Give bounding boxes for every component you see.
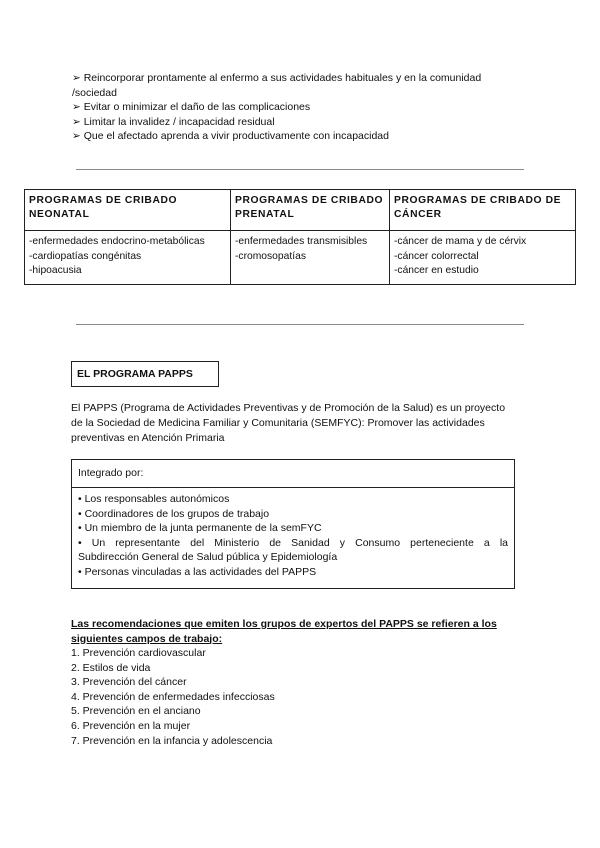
list-item: 7. Prevención en la infancia y adolescencia <box>71 734 273 747</box>
list-item: 6. Prevención en la mujer <box>71 719 191 732</box>
member-item: • Coordinadores de los grupos de trabajo <box>78 507 270 520</box>
members-heading: Integrado por: <box>72 460 514 488</box>
papps-members-box <box>71 459 515 589</box>
list-item: 2. Estilos de vida <box>71 661 151 674</box>
cell-line: -hipoacusia <box>29 265 82 276</box>
screening-programs-table <box>24 189 576 285</box>
list-item: 4. Prevención de enfermedades infecciosas <box>71 690 275 703</box>
list-item: 3. Prevención del cáncer <box>71 676 187 689</box>
member-item-continuation: Subdirección General de Salud pública y Epidemiología <box>78 551 338 564</box>
table-row <box>25 231 576 285</box>
list-item: 5. Prevención en el anciano <box>71 705 201 718</box>
cell-cancer <box>390 231 576 285</box>
cell-line: -cromosopatías <box>235 250 306 262</box>
header-neonatal: PROGRAMAS DE CRIBADO NEONATAL <box>25 190 231 231</box>
cell-neonatal <box>25 231 231 285</box>
papps-description: El PAPPS (Programa de Actividades Preventivas y de Promoción de la Salud) es un proyecto de la Sociedad de Medicina Familiar y Comunitaria (SEMFYC): Promover las actividades preventivas en Atención Primaria <box>71 402 506 444</box>
objective-item: ➢ Limitar la invalidez / incapacidad residual <box>72 115 275 128</box>
members-list <box>72 488 514 580</box>
objective-item: ➢ Reincorporar prontamente al enfermo a sus actividades habituales y en la comunidad <box>72 72 482 84</box>
member-item: • Los responsables autonómicos <box>78 493 230 505</box>
member-item: • Un miembro de la junta permanente de la semFYC <box>78 522 322 535</box>
cell-line: -enfermedades transmisibles <box>235 236 368 247</box>
divider-1 <box>76 169 524 170</box>
header-cancer: PROGRAMAS DE CRIBADO DE CÁNCER <box>390 190 576 231</box>
cell-line: -cardiopatías congénitas <box>29 250 142 262</box>
cell-line: -cáncer en estudio <box>394 265 479 276</box>
papps-section-title: EL PROGRAMA PAPPS <box>71 361 219 387</box>
objectives-list <box>72 71 542 144</box>
recommendations-title: Las recomendaciones que emiten los grupos de expertos del PAPPS se refieren a los siguientes campos de trabajo: <box>71 618 497 645</box>
recommendations-list <box>71 646 531 748</box>
list-item: 1. Prevención cardiovascular <box>71 647 206 659</box>
divider-2 <box>76 324 524 325</box>
cell-prenatal <box>231 231 390 285</box>
cell-line: -cáncer de mama y de cérvix <box>394 236 527 247</box>
table-header-row <box>25 190 576 231</box>
cell-line: -cáncer colorrectal <box>394 250 479 262</box>
cell-line: -enfermedades endocrino-metabólicas <box>29 236 205 247</box>
objective-item-continuation: /sociedad <box>72 86 117 99</box>
member-item: • Personas vinculadas a las actividades del PAPPS <box>78 565 317 578</box>
header-prenatal: PROGRAMAS DE CRIBADO PRENATAL <box>231 190 390 231</box>
recommendations-section <box>71 617 531 748</box>
member-item: • Un representante del Ministerio de Sanidad y Consumo perteneciente a la <box>78 536 508 549</box>
objective-item: ➢ Evitar o minimizar el daño de las complicaciones <box>72 101 311 114</box>
objective-item: ➢ Que el afectado aprenda a vivir productivamente con incapacidad <box>72 130 389 143</box>
